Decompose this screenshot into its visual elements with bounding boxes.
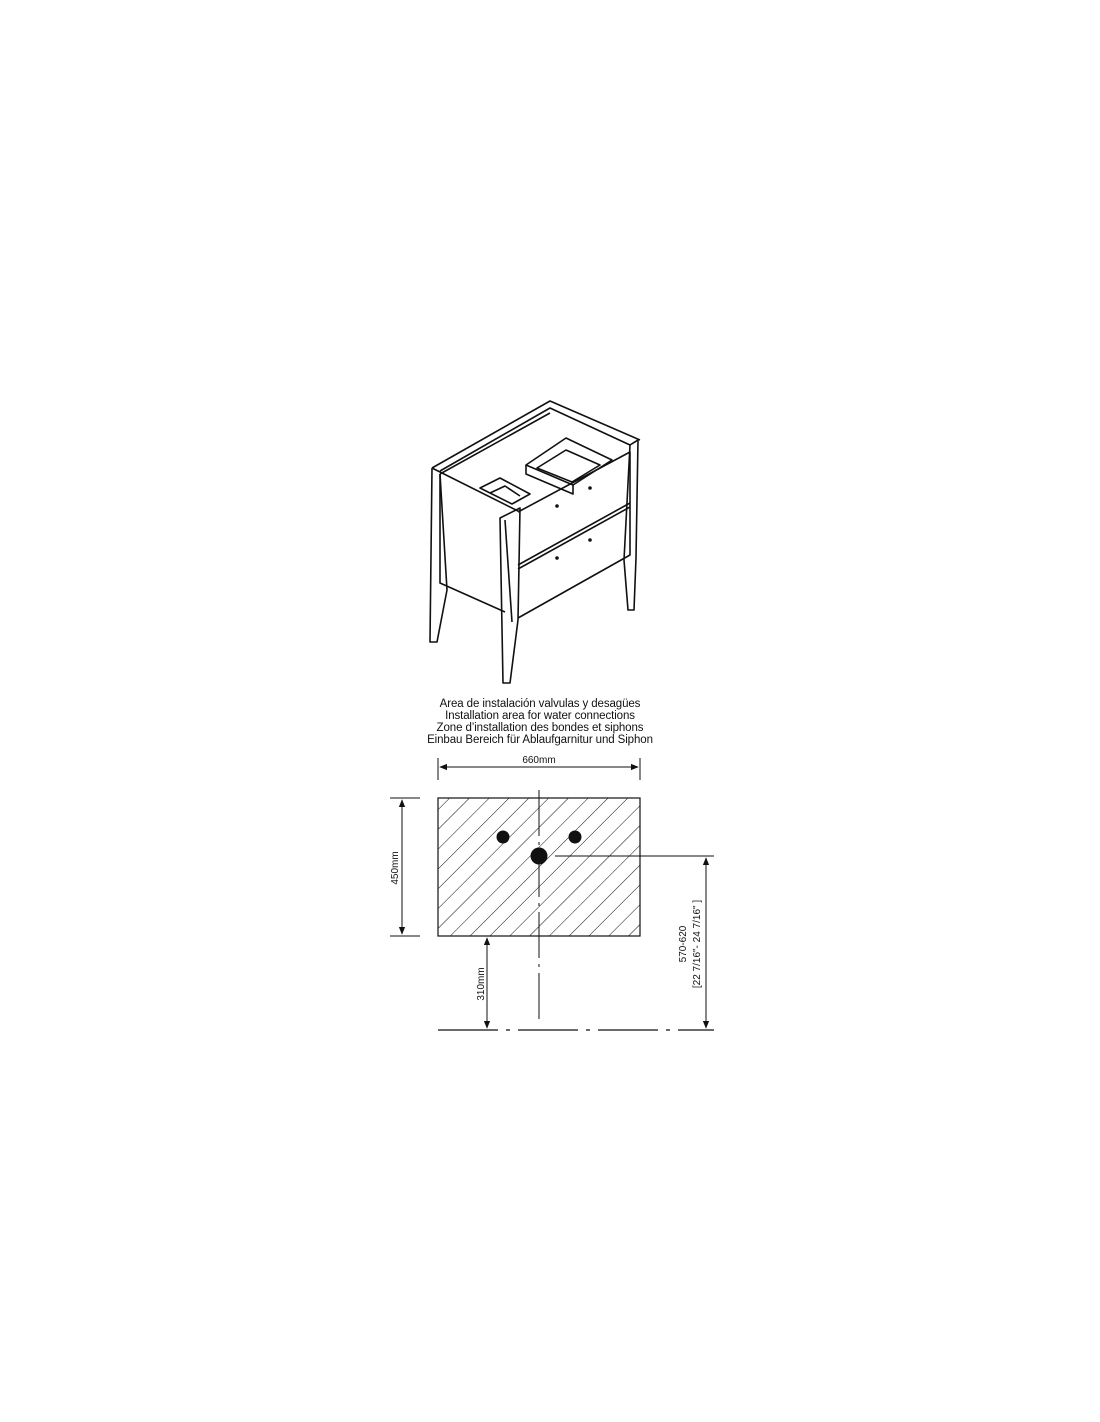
knob — [588, 538, 592, 542]
caption-en: Installation area for water connections — [445, 710, 635, 722]
drain-height-in-label: [22 7/16"- 24 7/16" ] — [692, 899, 703, 989]
installation-caption — [360, 698, 720, 746]
height-label: 450mm — [390, 851, 401, 885]
tap-hole-right — [569, 831, 582, 844]
drain-hole — [531, 848, 548, 865]
drain-height-mm-label: 570-620 — [678, 925, 689, 963]
width-label: 660mm — [522, 755, 556, 766]
knob — [555, 556, 559, 560]
vanity-cabinet-illustration — [430, 401, 640, 683]
caption-fr: Zone d’installation des bondes et siphons — [436, 722, 644, 734]
caption-de: Einbau Bereich für Ablaufgarnitur und Siphon — [427, 734, 653, 746]
drawer-knobs — [555, 486, 592, 560]
bottom-offset-label: 310mm — [476, 967, 487, 1001]
knob — [588, 486, 592, 490]
caption-es: Area de instalación valvulas y desagües — [439, 698, 641, 710]
knob — [555, 504, 559, 508]
tap-hole-left — [497, 831, 510, 844]
